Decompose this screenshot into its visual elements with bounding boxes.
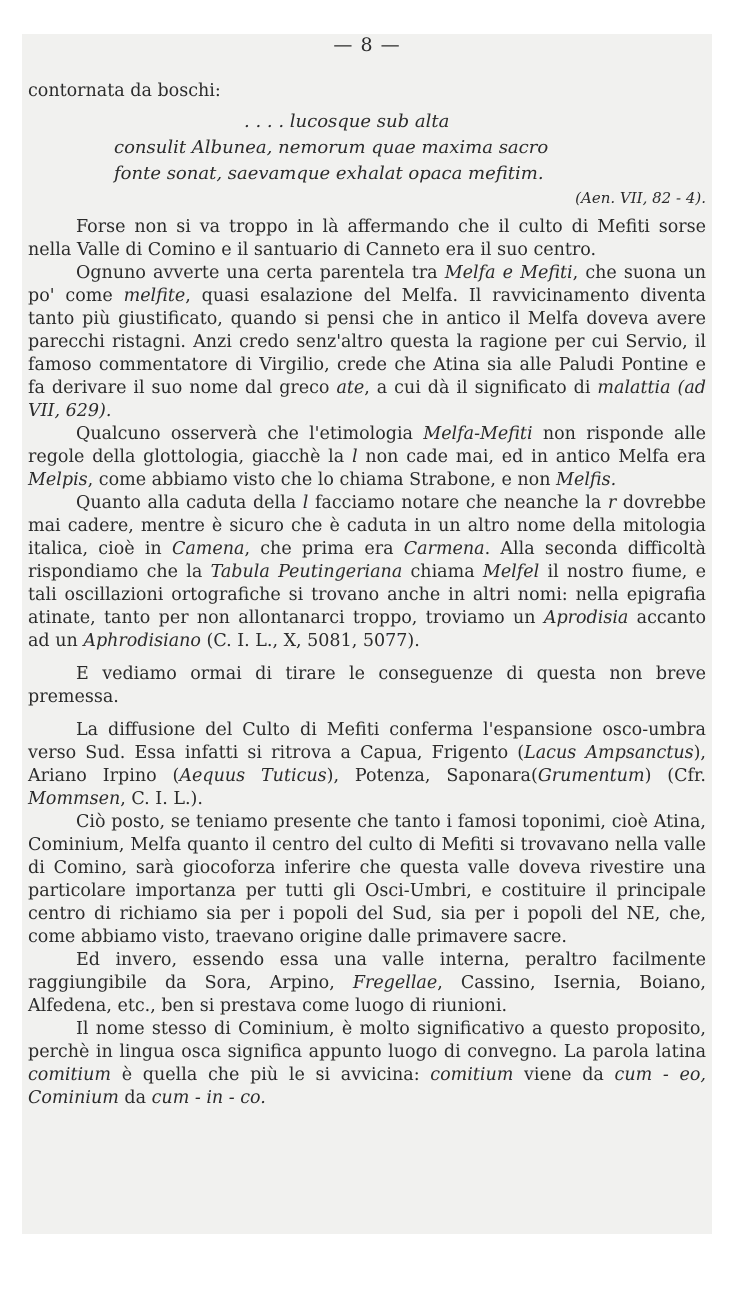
intro-line: contornata da boschi: xyxy=(28,81,221,101)
body-text xyxy=(28,80,706,1110)
paragraph: Il nome stesso di Cominium, è molto significativo a questo proposito, perchè in lingua osca significa appunto luogo di convegno. La parola latina comitium è quella che più le si avvicina: comitium viene da cum - eo, Cominium da cum - in - co. xyxy=(28,1019,706,1108)
paragraph: Ed invero, essendo essa una valle interna, peraltro facilmente raggiungibile da Sora, Arpino, Fregellae, Cassino, Isernia, Boiano, Alfedena, etc., ben si prestava come luogo di riunioni. xyxy=(28,950,706,1016)
quote-citation: (Aen. VII, 82 - 4). xyxy=(575,189,706,207)
page-scan xyxy=(22,34,712,1234)
paragraph: La diffusione del Culto di Mefiti conferma l'espansione osco-umbra verso Sud. Essa infatti si ritrova a Capua, Frigento (Lacus Ampsanctus), Ariano Irpino (Aequus Tuticus), Potenza, Saponara(Grumentum) (Cfr. Mommsen, C. I. L.). xyxy=(28,720,706,809)
paragraph: Forse non si va troppo in là affermando che il culto di Mefiti sorse nella Valle di Comino e il santuario di Canneto era il suo centro. xyxy=(28,217,706,260)
latin-quote xyxy=(114,109,706,187)
quote-line: . . . . lucosque sub alta xyxy=(244,111,450,132)
paragraph: Quanto alla caduta della l facciamo notare che neanche la r dovrebbe mai cadere, mentre è sicuro che è caduta in un altro nome della mitologia italica, cioè in Camena, che prima era Carmena. Alla seconda difficoltà rispondiamo che la Tabula Peutingeriana chiama Melfel il nostro fiume, e tali oscillazioni ortografiche si trovano anche in altri nomi: nella epigrafia atinate, tanto per non allontanarci troppo, troviamo un Aprodisia accanto ad un Aphrodisiano (C. I. L., X, 5081, 5077). xyxy=(28,493,706,651)
quote-line: consulit Albunea, nemorum quae maxima sacro xyxy=(114,137,549,158)
paragraph: Ognuno avverte una certa parentela tra Melfa e Mefiti, che suona un po' come melfite, quasi esalazione del Melfa. Il ravvicinamento diventa tanto più giustificato, quando si pensi che in antico il Melfa doveva avere parecchi ristagni. Anzi credo senz'altro questa la ragione per cui Servio, il famoso commentatore di Virgilio, crede che Atina sia alle Paludi Pontine e fa derivare il suo nome dal greco ate, a cui dà il significato di malattia (ad VII, 629). xyxy=(28,263,707,421)
paragraph: Ciò posto, se teniamo presente che tanto i famosi toponimi, cioè Atina, Cominium, Melfa quanto il centro del culto di Mefiti si trovavano nella valle di Comino, sarà giocoforza inferire che questa valle doveva rivestire una particolare importanza per tutti gli Osci-Umbri, e costituire il principale centro di richiamo sia per i popoli del Sud, sia per i popoli del NE, che, come abbiamo visto, traevano origine dalle primavere sacre. xyxy=(28,812,706,947)
page-number: — 8 — xyxy=(333,34,401,56)
quote-line: fonte sonat, saevamque exhalat opaca mefitim. xyxy=(114,163,544,184)
paragraph: Qualcuno osserverà che l'etimologia Melfa-Mefiti non risponde alle regole della glottologia, giacchè la l non cade mai, ed in antico Melfa era Melpis, come abbiamo visto che lo chiama Strabone, e non Melfis. xyxy=(28,424,707,490)
paragraph: E vediamo ormai di tirare le conseguenze di questa non breve premessa. xyxy=(28,664,706,707)
